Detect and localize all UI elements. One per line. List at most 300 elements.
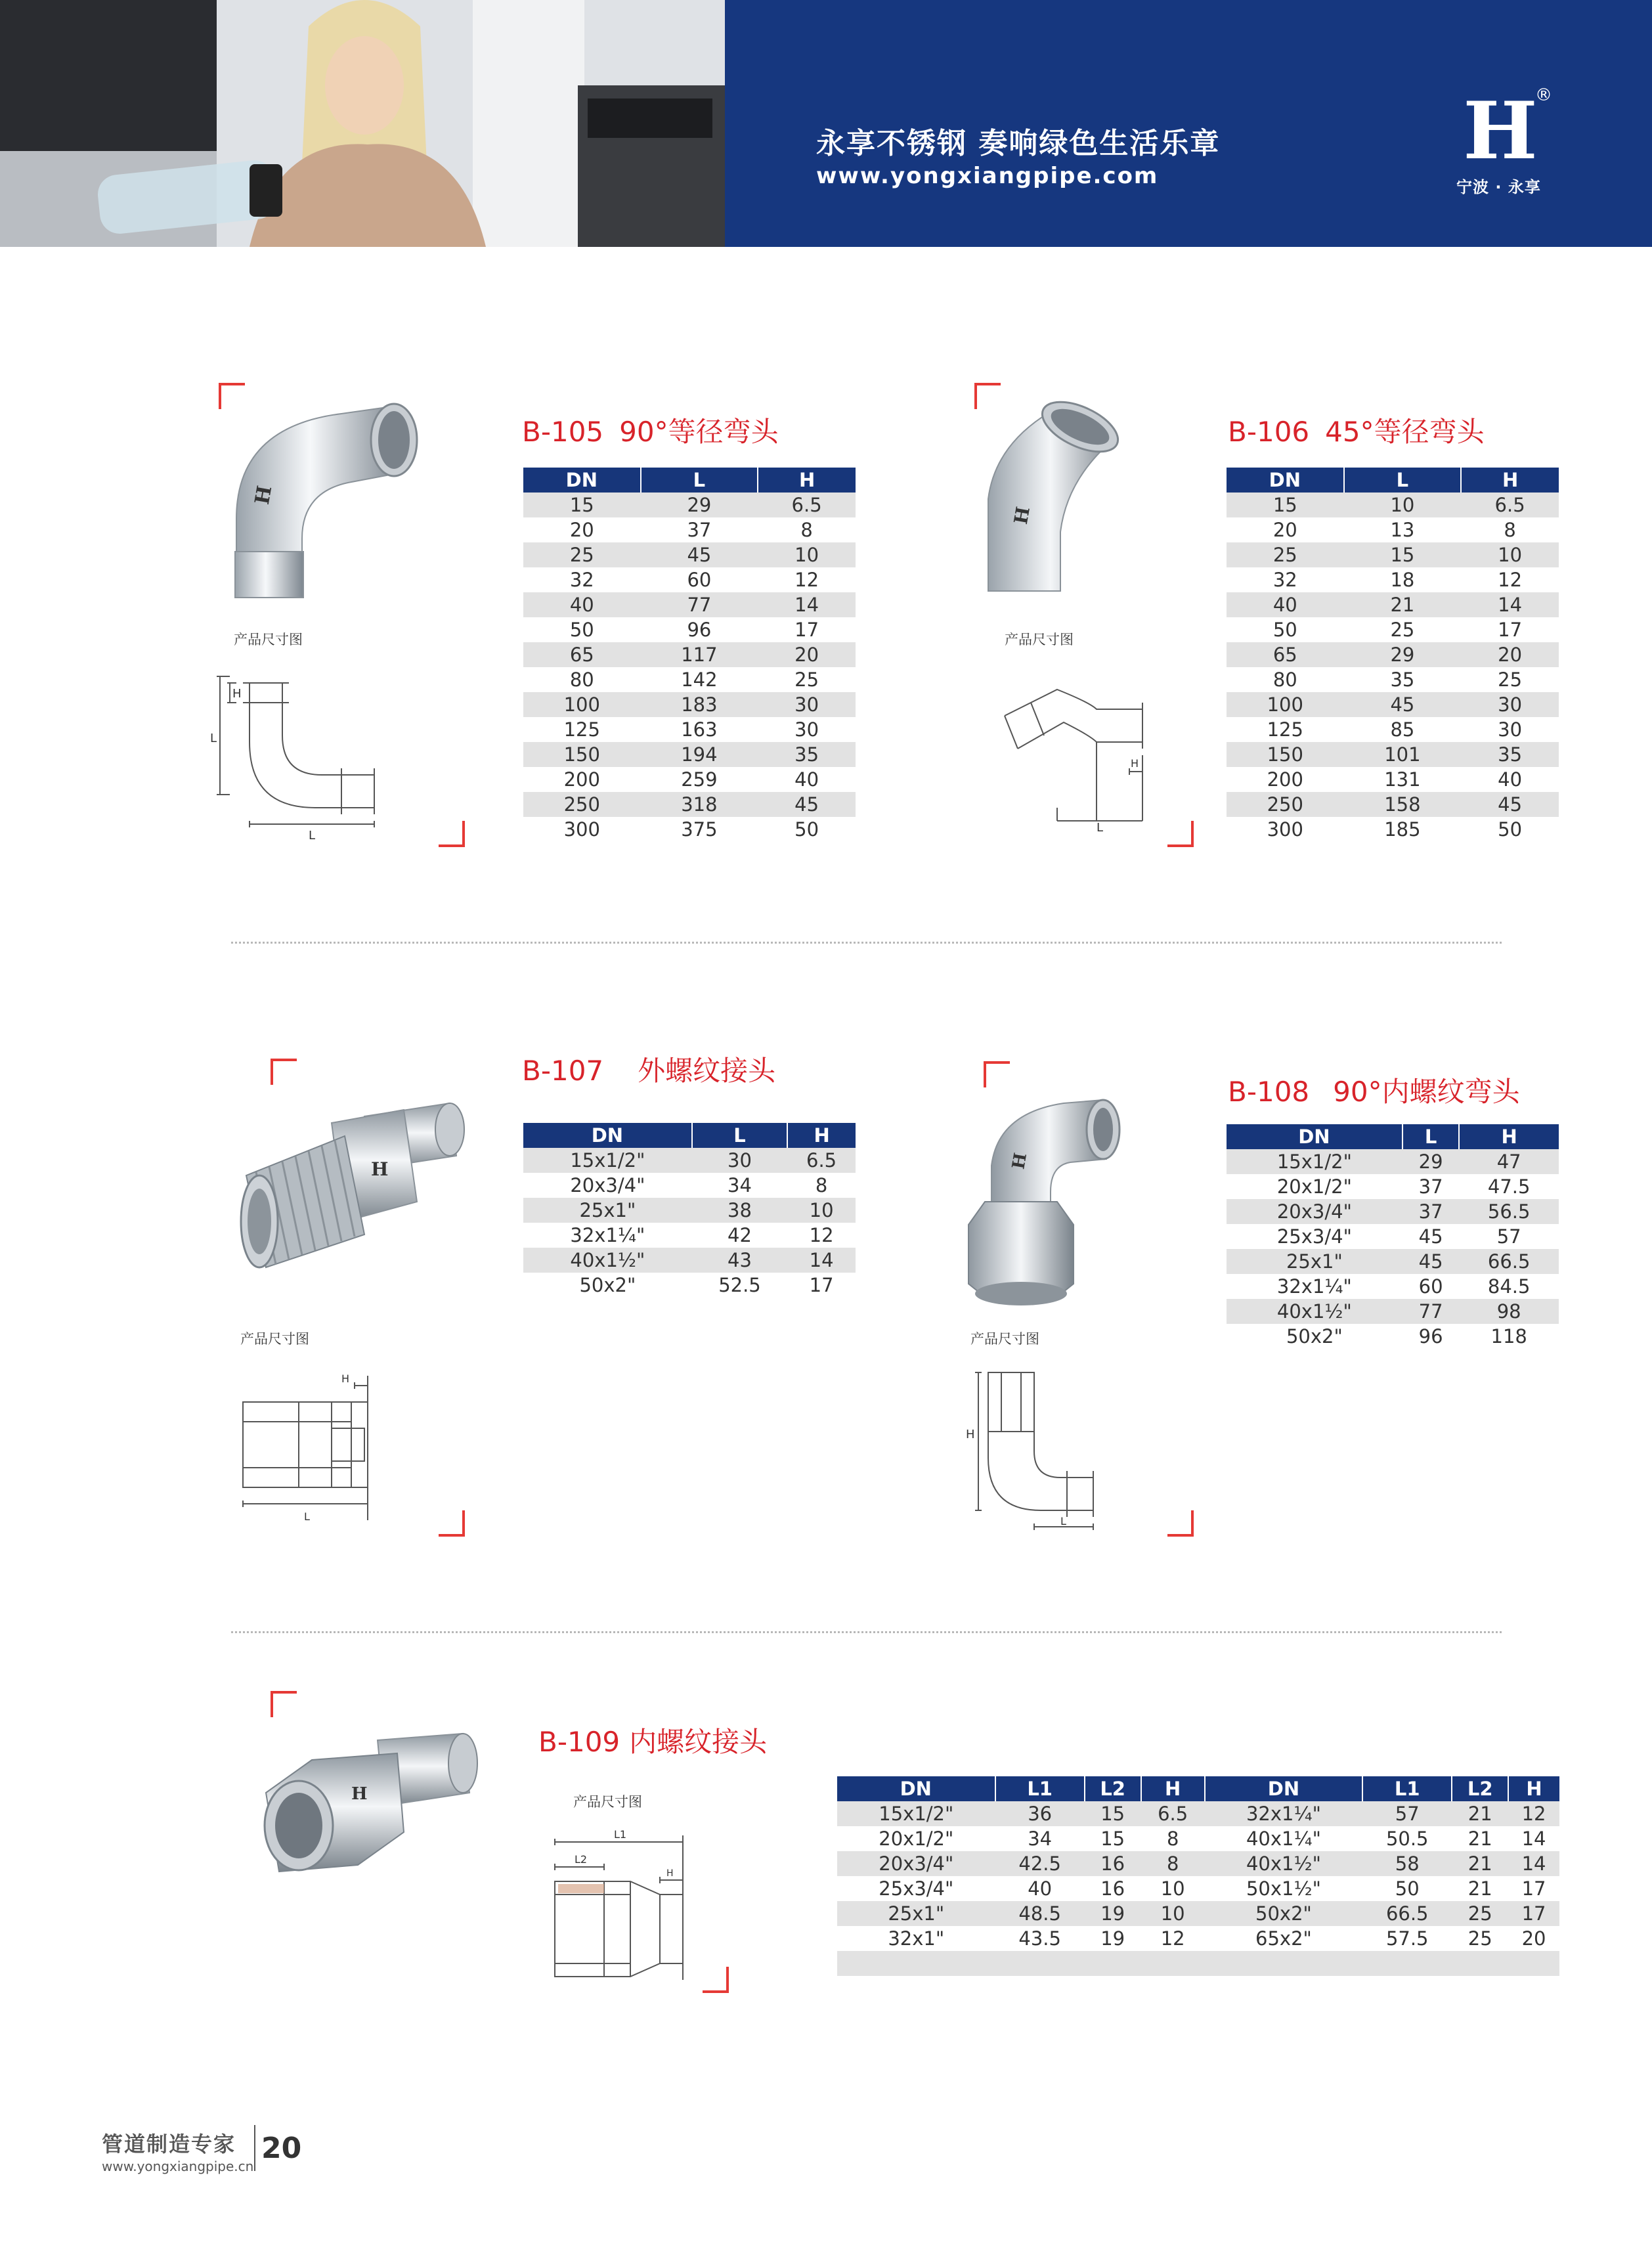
header-slogan: 永享不锈钢 奏响绿色生活乐章 <box>816 127 1221 160</box>
table-row <box>523 817 856 842</box>
table-cell: 200 <box>1227 767 1344 792</box>
table-cell: 20x3/4" <box>837 1851 995 1876</box>
dim-label-L2: L2 <box>575 1853 588 1866</box>
table-cell: 35 <box>758 742 856 767</box>
table-row <box>1227 617 1559 642</box>
table-cell: 30 <box>692 1148 787 1173</box>
table-cell: 50 <box>1362 1876 1452 1901</box>
table-cell: 50x2" <box>1227 1324 1402 1349</box>
table-cell: 17 <box>1508 1876 1559 1901</box>
table-cell: 66.5 <box>1362 1901 1452 1926</box>
dim-label-L: L <box>304 1510 310 1523</box>
table-cell: 37 <box>641 517 758 542</box>
b109-diagram-caption: 产品尺寸图 <box>573 1794 642 1810</box>
dim-label-H: H <box>666 1868 674 1879</box>
table-row <box>523 792 856 817</box>
table-cell: 40x1½" <box>523 1248 692 1273</box>
table-cell: 32 <box>523 567 641 592</box>
table-cell: 194 <box>641 742 758 767</box>
b105-diagram-caption: 产品尺寸图 <box>234 632 303 647</box>
b106-spec-table <box>1227 468 1559 842</box>
b106-table-header <box>1227 468 1559 493</box>
table-cell <box>1205 1951 1362 1976</box>
table-cell: 15 <box>1344 542 1462 567</box>
b106-name: 45°等径弯头 <box>1325 416 1485 448</box>
table-cell: 318 <box>641 792 758 817</box>
table-cell: 16 <box>1085 1876 1141 1901</box>
table-cell: 80 <box>523 667 641 692</box>
section-divider <box>231 942 1502 944</box>
table-cell: 21 <box>1344 592 1462 617</box>
table-row <box>523 1148 856 1173</box>
table-cell: 20x3/4" <box>1227 1199 1402 1224</box>
b109-spec-table <box>837 1776 1559 1976</box>
table-row <box>523 1248 856 1273</box>
column-header: L <box>1344 468 1462 493</box>
table-row <box>523 617 856 642</box>
table-cell: 21 <box>1452 1876 1508 1901</box>
dim-label-L1: L1 <box>614 1828 627 1841</box>
table-cell: 50x2" <box>1205 1901 1362 1926</box>
table-row <box>1227 692 1559 717</box>
table-cell: 36 <box>995 1801 1085 1826</box>
table-cell: 21 <box>1452 1826 1508 1851</box>
table-cell: 30 <box>1461 692 1559 717</box>
table-cell: 29 <box>1402 1149 1460 1174</box>
column-header: L2 <box>1085 1776 1141 1801</box>
table-cell: 56.5 <box>1459 1199 1559 1224</box>
column-header: H <box>1141 1776 1205 1801</box>
table-row <box>523 642 856 667</box>
table-cell: 14 <box>1508 1826 1559 1851</box>
table-row <box>1227 1299 1559 1324</box>
b107-product-image <box>233 1090 469 1287</box>
section-divider <box>231 1631 1502 1633</box>
dim-label-L: L <box>1060 1515 1066 1527</box>
table-cell: 150 <box>523 742 641 767</box>
table-cell: 14 <box>787 1248 856 1273</box>
table-cell: 8 <box>758 517 856 542</box>
table-cell: 20x1/2" <box>837 1826 995 1851</box>
dim-label-L: L <box>1097 821 1104 834</box>
b105-name: 90°等径弯头 <box>619 416 779 448</box>
table-cell: 20 <box>1461 642 1559 667</box>
table-cell: 40 <box>1461 767 1559 792</box>
table-cell: 47 <box>1459 1149 1559 1174</box>
b106-product-image <box>982 401 1152 598</box>
table-cell: 77 <box>641 592 758 617</box>
table-row <box>1227 1249 1559 1274</box>
table-cell: 48.5 <box>995 1901 1085 1926</box>
table-row <box>837 1926 1559 1951</box>
table-cell: 40 <box>1227 592 1344 617</box>
column-header: H <box>1508 1776 1559 1801</box>
table-row <box>523 667 856 692</box>
b105-table-header <box>523 468 856 493</box>
table-cell: 34 <box>692 1173 787 1198</box>
b106-title <box>1228 410 1485 450</box>
table-cell: 15 <box>1085 1826 1141 1851</box>
b109-product-image <box>253 1720 489 1885</box>
column-header: DN <box>523 1123 692 1148</box>
table-cell: 40 <box>523 592 641 617</box>
table-row <box>1227 742 1559 767</box>
table-cell: 43 <box>692 1248 787 1273</box>
registered-mark: ® <box>1535 85 1552 105</box>
table-cell: 6.5 <box>787 1148 856 1173</box>
table-cell: 84.5 <box>1459 1274 1559 1299</box>
table-row <box>1227 517 1559 542</box>
b108-name: 90°内螺纹弯头 <box>1333 1076 1520 1108</box>
table-cell: 142 <box>641 667 758 692</box>
table-cell: 10 <box>1141 1876 1205 1901</box>
frame-corner-bottom-right <box>1167 1510 1194 1537</box>
table-cell: 163 <box>641 717 758 742</box>
frame-corner-bottom-right <box>439 821 465 847</box>
table-cell: 250 <box>1227 792 1344 817</box>
table-cell: 200 <box>523 767 641 792</box>
table-row <box>523 1273 856 1298</box>
table-cell: 45 <box>641 542 758 567</box>
table-cell: 98 <box>1459 1299 1559 1324</box>
dim-label-H: H <box>232 687 242 701</box>
table-cell: 17 <box>758 617 856 642</box>
table-cell: 185 <box>1344 817 1462 842</box>
b105-code: B-105 <box>522 416 604 448</box>
column-header: L1 <box>995 1776 1085 1801</box>
table-cell: 12 <box>1461 567 1559 592</box>
table-row <box>1227 1149 1559 1174</box>
table-cell: 34 <box>995 1826 1085 1851</box>
column-header: L2 <box>1452 1776 1508 1801</box>
b107-code: B-107 <box>522 1055 604 1087</box>
table-row <box>1227 1274 1559 1299</box>
table-cell: 10 <box>1141 1901 1205 1926</box>
table-cell: 25 <box>1344 617 1462 642</box>
table-row <box>523 767 856 792</box>
table-cell: 25 <box>1227 542 1344 567</box>
b107-table-header <box>523 1123 856 1148</box>
table-cell: 117 <box>641 642 758 667</box>
table-cell: 8 <box>1141 1851 1205 1876</box>
table-cell: 25x1" <box>837 1901 995 1926</box>
column-header: DN <box>1205 1776 1362 1801</box>
table-cell: 20 <box>758 642 856 667</box>
frame-corner-top-left <box>271 1691 297 1717</box>
table-cell: 6.5 <box>758 493 856 517</box>
footer-title: 管道制造专家 <box>102 2132 236 2157</box>
table-cell: 375 <box>641 817 758 842</box>
table-row <box>523 542 856 567</box>
table-cell: 32x1¼" <box>1205 1801 1362 1826</box>
table-cell: 15 <box>1227 493 1344 517</box>
table-row <box>1227 542 1559 567</box>
dim-label-H: H <box>1131 757 1139 770</box>
dim-label-H: H <box>341 1372 350 1385</box>
svg-text:H: H <box>351 1784 368 1804</box>
table-cell: 40x1¼" <box>1205 1826 1362 1851</box>
dim-label-L-bottom: L <box>309 829 316 841</box>
table-cell: 19 <box>1085 1926 1141 1951</box>
table-cell: 21 <box>1452 1801 1508 1826</box>
table-cell: 118 <box>1459 1324 1559 1349</box>
column-header: DN <box>523 468 641 493</box>
table-cell: 101 <box>1344 742 1462 767</box>
table-cell: 45 <box>1461 792 1559 817</box>
table-cell <box>837 1951 995 1976</box>
table-cell: 12 <box>787 1223 856 1248</box>
table-cell: 183 <box>641 692 758 717</box>
table-row <box>523 567 856 592</box>
table-cell: 20 <box>1227 517 1344 542</box>
table-cell: 100 <box>1227 692 1344 717</box>
table-cell <box>1141 1951 1205 1976</box>
column-header: H <box>1459 1124 1559 1149</box>
column-header: L <box>641 468 758 493</box>
table-cell: 30 <box>758 717 856 742</box>
table-cell: 6.5 <box>1141 1801 1205 1826</box>
table-row <box>523 692 856 717</box>
table-row <box>1227 717 1559 742</box>
table-cell <box>1085 1951 1141 1976</box>
table-row <box>1227 1224 1559 1249</box>
table-cell <box>1452 1951 1508 1976</box>
b106-code: B-106 <box>1228 416 1310 448</box>
table-row <box>837 1901 1559 1926</box>
column-header: DN <box>1227 468 1344 493</box>
table-cell: 25x3/4" <box>837 1876 995 1901</box>
table-cell: 15x1/2" <box>1227 1149 1402 1174</box>
table-cell <box>995 1951 1085 1976</box>
table-cell: 10 <box>1344 493 1462 517</box>
table-cell: 50 <box>1227 617 1344 642</box>
table-row <box>837 1851 1559 1876</box>
table-cell: 50.5 <box>1362 1826 1452 1851</box>
table-cell: 15 <box>1085 1801 1141 1826</box>
column-header: L1 <box>1362 1776 1452 1801</box>
table-cell: 50x2" <box>523 1273 692 1298</box>
table-cell: 20 <box>523 517 641 542</box>
table-row <box>1227 817 1559 842</box>
table-cell: 14 <box>758 592 856 617</box>
table-cell: 12 <box>1141 1926 1205 1951</box>
table-cell: 45 <box>1402 1224 1460 1249</box>
table-row <box>1227 667 1559 692</box>
table-row <box>1227 493 1559 517</box>
table-cell: 16 <box>1085 1851 1141 1876</box>
b105-dimension-diagram <box>210 663 401 841</box>
b108-dimension-diagram <box>962 1359 1119 1537</box>
b107-spec-table <box>523 1123 856 1298</box>
table-cell: 15x1/2" <box>837 1801 995 1826</box>
b106-diagram-caption: 产品尺寸图 <box>1005 632 1074 647</box>
table-cell: 21 <box>1452 1851 1508 1876</box>
table-cell: 10 <box>758 542 856 567</box>
table-cell: 259 <box>641 767 758 792</box>
table-cell: 17 <box>1508 1901 1559 1926</box>
table-cell: 25x1" <box>523 1198 692 1223</box>
frame-corner-bottom-right <box>439 1510 465 1537</box>
column-header: L <box>1402 1124 1460 1149</box>
table-row <box>1227 1324 1559 1349</box>
table-cell: 17 <box>787 1273 856 1298</box>
table-cell: 43.5 <box>995 1926 1085 1951</box>
table-cell: 45 <box>758 792 856 817</box>
table-row <box>523 1198 856 1223</box>
table-row <box>1227 1174 1559 1199</box>
frame-corner-bottom-right <box>1167 821 1194 847</box>
table-cell: 37 <box>1402 1174 1460 1199</box>
table-cell: 50 <box>1461 817 1559 842</box>
table-cell: 40x1½" <box>1205 1851 1362 1876</box>
b109-code: B-109 <box>538 1726 620 1758</box>
table-cell: 6.5 <box>1461 493 1559 517</box>
table-cell: 80 <box>1227 667 1344 692</box>
b106-dimension-diagram <box>991 663 1162 834</box>
b105-spec-table <box>523 468 856 842</box>
dim-label-L: L <box>210 732 217 745</box>
table-cell: 8 <box>787 1173 856 1198</box>
table-cell: 37 <box>1402 1199 1460 1224</box>
table-cell: 66.5 <box>1459 1249 1559 1274</box>
table-cell: 30 <box>758 692 856 717</box>
table-cell: 38 <box>692 1198 787 1223</box>
table-row <box>837 1876 1559 1901</box>
header-photo <box>0 0 725 247</box>
table-cell: 65 <box>1227 642 1344 667</box>
table-cell: 25 <box>1461 667 1559 692</box>
table-cell: 32x1¼" <box>1227 1274 1402 1299</box>
brand-logo: H <box>1463 85 1538 177</box>
svg-text:H: H <box>1009 1151 1032 1171</box>
table-cell: 10 <box>1461 542 1559 567</box>
table-cell: 35 <box>1461 742 1559 767</box>
table-cell: 14 <box>1508 1851 1559 1876</box>
table-cell <box>1362 1951 1452 1976</box>
frame-corner-top-left <box>984 1061 1010 1087</box>
table-cell: 45 <box>1402 1249 1460 1274</box>
table-cell: 65 <box>523 642 641 667</box>
svg-text:H: H <box>371 1158 389 1180</box>
b109-name: 内螺纹接头 <box>629 1726 768 1758</box>
table-cell: 57.5 <box>1362 1926 1452 1951</box>
table-cell: 12 <box>758 567 856 592</box>
table-cell: 19 <box>1085 1901 1141 1926</box>
table-cell: 96 <box>641 617 758 642</box>
table-cell: 25x1" <box>1227 1249 1402 1274</box>
table-cell: 15x1/2" <box>523 1148 692 1173</box>
svg-text:H: H <box>250 483 277 507</box>
table-cell: 96 <box>1402 1324 1460 1349</box>
b107-name: 外螺纹接头 <box>638 1055 776 1087</box>
table-row <box>523 592 856 617</box>
table-cell: 29 <box>1344 642 1462 667</box>
table-cell: 14 <box>1461 592 1559 617</box>
table-cell: 45 <box>1344 692 1462 717</box>
table-row <box>837 1826 1559 1851</box>
b108-title <box>1228 1070 1520 1110</box>
page-number: 20 <box>261 2132 302 2165</box>
table-row <box>523 742 856 767</box>
table-row <box>523 1173 856 1198</box>
table-cell: 158 <box>1344 792 1462 817</box>
brand-subtitle: 宁波 · 永享 <box>1456 178 1541 196</box>
table-cell: 60 <box>1402 1274 1460 1299</box>
table-cell: 58 <box>1362 1851 1452 1876</box>
table-cell: 20 <box>1508 1926 1559 1951</box>
table-row <box>523 517 856 542</box>
kitchen-woman-photo <box>0 0 725 247</box>
footer-url[interactable]: www.yongxiangpipe.cn <box>102 2158 254 2174</box>
table-row <box>1227 592 1559 617</box>
column-header: H <box>758 468 856 493</box>
table-cell: 42.5 <box>995 1851 1085 1876</box>
table-cell: 32x1" <box>837 1926 995 1951</box>
table-cell <box>1508 1951 1559 1976</box>
table-row <box>1227 767 1559 792</box>
table-cell: 15 <box>523 493 641 517</box>
table-cell: 25 <box>1452 1901 1508 1926</box>
table-cell: 50x1½" <box>1205 1876 1362 1901</box>
column-header: H <box>787 1123 856 1148</box>
table-cell: 50 <box>758 817 856 842</box>
table-cell: 12 <box>1508 1801 1559 1826</box>
table-cell: 13 <box>1344 517 1462 542</box>
column-header: H <box>1461 468 1559 493</box>
svg-text:H: H <box>1009 505 1034 526</box>
table-cell: 32 <box>1227 567 1344 592</box>
table-cell: 25 <box>758 667 856 692</box>
table-cell: 65x2" <box>1205 1926 1362 1951</box>
dim-label-H: H <box>966 1428 975 1441</box>
table-cell: 60 <box>641 567 758 592</box>
table-cell: 32x1¼" <box>523 1223 692 1248</box>
b105-product-image <box>223 387 420 604</box>
table-cell: 25x3/4" <box>1227 1224 1402 1249</box>
table-cell: 18 <box>1344 567 1462 592</box>
table-row <box>1227 567 1559 592</box>
table-cell: 100 <box>523 692 641 717</box>
b107-diagram-caption: 产品尺寸图 <box>240 1331 309 1347</box>
table-cell: 10 <box>787 1198 856 1223</box>
b109-dimension-diagram <box>545 1822 709 1993</box>
column-header: L <box>692 1123 787 1148</box>
table-cell: 57 <box>1459 1224 1559 1249</box>
table-cell: 29 <box>641 493 758 517</box>
table-cell: 85 <box>1344 717 1462 742</box>
header-url[interactable]: www.yongxiangpipe.com <box>816 163 1159 189</box>
table-cell: 30 <box>1461 717 1559 742</box>
table-row <box>837 1951 1559 1976</box>
table-cell: 150 <box>1227 742 1344 767</box>
table-cell: 300 <box>1227 817 1344 842</box>
table-cell: 25 <box>1452 1926 1508 1951</box>
table-row <box>837 1801 1559 1826</box>
table-cell: 52.5 <box>692 1273 787 1298</box>
table-cell: 300 <box>523 817 641 842</box>
table-cell: 8 <box>1141 1826 1205 1851</box>
table-row <box>1227 792 1559 817</box>
b108-table-header <box>1227 1124 1559 1149</box>
table-cell: 77 <box>1402 1299 1460 1324</box>
table-cell: 40 <box>995 1876 1085 1901</box>
table-cell: 8 <box>1461 517 1559 542</box>
table-row <box>523 1223 856 1248</box>
column-header: DN <box>837 1776 995 1801</box>
table-cell: 250 <box>523 792 641 817</box>
b108-diagram-caption: 产品尺寸图 <box>970 1331 1039 1347</box>
table-row <box>523 493 856 517</box>
